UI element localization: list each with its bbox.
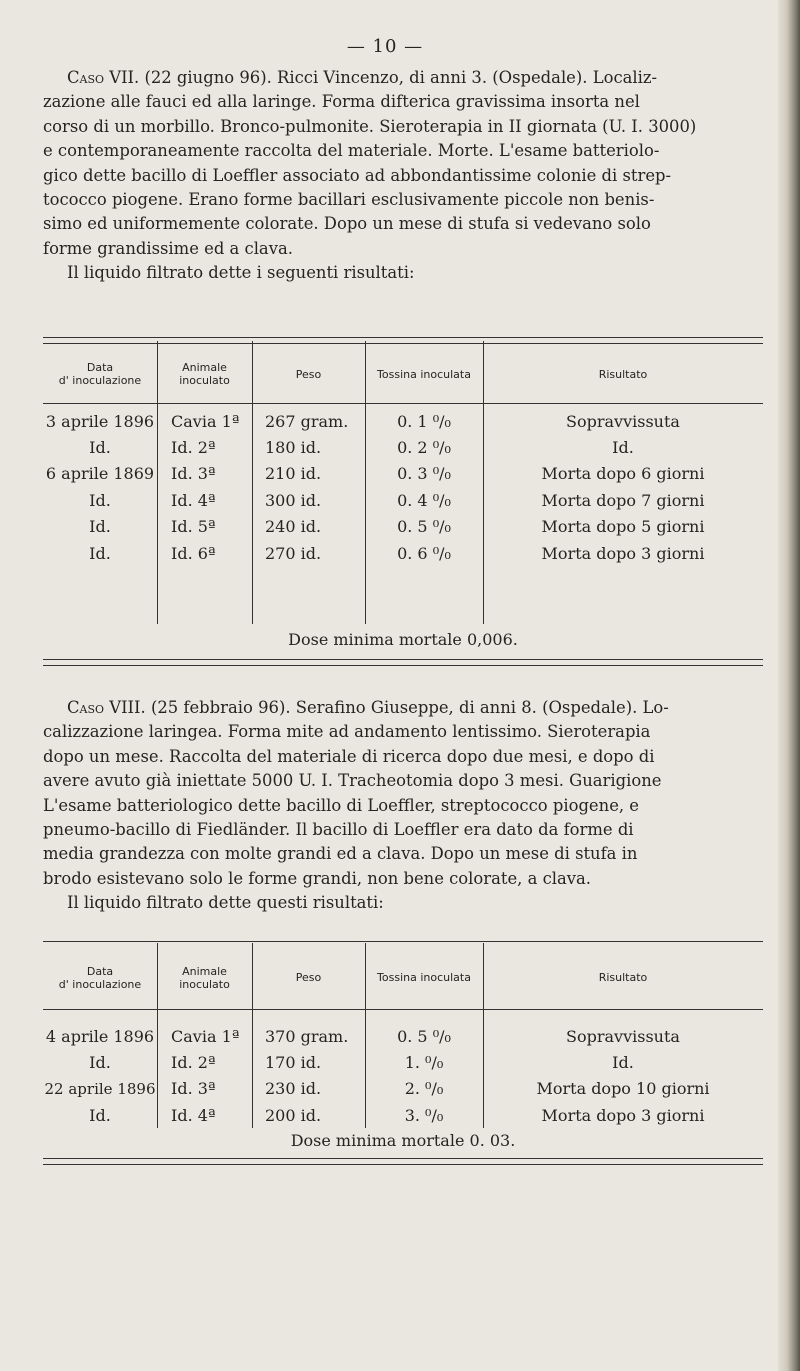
cell-toxin: 0. 5 ⁰/₀ — [397, 517, 451, 537]
cell-result: Id. — [612, 438, 634, 458]
table-row — [43, 1102, 763, 1128]
cell-result: Morta dopo 3 giorni — [541, 543, 705, 563]
table2-body — [43, 1023, 763, 1129]
table1-header-animal: Animale inoculato — [179, 361, 230, 387]
caso-viii-line: calizzazione laringea. Forma mite ad andamento lentissimo. Sieroterapia — [43, 722, 651, 742]
table-row — [43, 1049, 763, 1075]
cell-date: Id. — [89, 1105, 111, 1125]
table2-header — [43, 950, 763, 1005]
cell-weight: 270 id. — [265, 543, 322, 563]
caso-viii-intro: Il liquido filtrato dette questi risultati: — [67, 893, 384, 913]
table2-top-rule — [43, 941, 763, 942]
cell-animal: Id. 3ª — [171, 1079, 216, 1099]
cell-result: Morta dopo 3 giorni — [541, 1105, 705, 1125]
cell-date: Id. — [89, 543, 111, 563]
cell-date: Id. — [89, 1053, 111, 1073]
table1-header-result: Risultato — [598, 367, 648, 381]
cell-weight: 200 id. — [265, 1105, 322, 1125]
table2-header-result: Risultato — [598, 971, 648, 984]
caso-vii-line: Caso VII. (22 giugno 96). Ricci Vincenzo, di anni 3. (Ospedale). Localiz- — [67, 68, 658, 87]
cell-animal: Id. 2ª — [171, 1053, 216, 1073]
table2-dose-note: Dose minima mortale 0. 03. — [290, 1131, 516, 1150]
caso-viii-line: brodo esistevano solo le forme grandi, non bene colorate, a clava. — [43, 868, 592, 888]
table-row — [43, 540, 763, 566]
cell-animal: Id. 3ª — [171, 464, 216, 484]
cell-animal: Id. 5ª — [171, 517, 216, 537]
table1-bottom-rule — [43, 659, 763, 666]
table-row — [43, 487, 763, 513]
caso-vii-line: e contemporaneamente raccolta del materiale. Morte. L'esame batteriolo- — [43, 141, 660, 161]
cell-date: 4 aprile 1896 — [45, 1026, 155, 1046]
caso-vii-line: tococco piogene. Erano forme bacillari esclusivamente piccole non benis- — [43, 190, 655, 210]
table2-header-toxin: Tossina inoculata — [377, 971, 471, 984]
caso-viii-line: pneumo-bacillo di Fiedländer. Il bacillo di Loeffler era dato da forme di — [43, 820, 634, 840]
caso-viii-line: media grandezza con molte grandi ed a clava. Dopo un mese di stufa in — [43, 844, 638, 864]
cell-toxin: 1. ⁰/₀ — [404, 1053, 444, 1073]
table1-body — [43, 408, 763, 566]
cell-toxin: 0. 6 ⁰/₀ — [397, 543, 451, 563]
table1-header-rule — [43, 403, 763, 404]
caso-viii-line: dopo un mese. Raccolta del materiale di ricerca dopo due mesi, e dopo di — [43, 746, 655, 766]
cell-date: Id. — [89, 490, 111, 510]
cell-weight: 210 id. — [265, 464, 322, 484]
cell-date: 6 aprile 1869 — [45, 464, 155, 484]
cell-weight: 267 gram. — [265, 411, 349, 431]
caso-viii-heading: Caso VIII. — [67, 698, 146, 717]
cell-weight: 300 id. — [265, 490, 322, 510]
caso-viii-line: avere avuto già iniettate 5000 U. I. Tracheotomia dopo 3 mesi. Guarigione — [43, 771, 662, 791]
cell-animal: Id. 4ª — [171, 1105, 216, 1125]
cell-result: Morta dopo 6 giorni — [541, 464, 705, 484]
caso-vii-line: corso di un morbillo. Bronco-pulmonite. Sieroterapia in II giornata (U. I. 3000) — [43, 116, 697, 136]
table1-header-toxin: Tossina inoculata — [377, 367, 471, 381]
page-binding-edge — [778, 0, 800, 1371]
cell-animal: Cavia 1ª — [171, 1026, 240, 1046]
table-row — [43, 434, 763, 460]
cell-toxin: 0. 4 ⁰/₀ — [397, 490, 451, 510]
table-row — [43, 408, 763, 434]
table-row — [43, 1023, 763, 1049]
cell-date: Id. — [89, 438, 111, 458]
caso-vii-paragraph — [43, 66, 763, 286]
cell-toxin: 3. ⁰/₀ — [404, 1105, 444, 1125]
table-row — [43, 514, 763, 540]
caso-viii-line: Caso VIII. (25 febbraio 96). Serafino Giuseppe, di anni 8. (Ospedale). Lo- — [67, 698, 669, 717]
cell-result: Morta dopo 5 giorni — [541, 517, 705, 537]
cell-result: Sopravvissuta — [566, 411, 680, 431]
cell-toxin: 2. ⁰/₀ — [404, 1079, 444, 1099]
cell-result: Morta dopo 10 giorni — [536, 1079, 710, 1099]
table2-header-rule — [43, 1009, 763, 1010]
caso-vii-line: zazione alle fauci ed alla laringe. Forma difterica gravissima insorta nel — [43, 92, 640, 112]
page-number: — 10 — — [346, 36, 424, 57]
table1-header-date: Data d' inoculazione — [58, 361, 142, 387]
cell-date: 22 aprile 1896 — [44, 1079, 156, 1098]
cell-toxin: 0. 1 ⁰/₀ — [397, 411, 451, 431]
table-row — [43, 461, 763, 487]
cell-weight: 370 gram. — [265, 1026, 349, 1046]
table2-header-date: Data d' inoculazione — [58, 964, 142, 991]
table2-header-weight: Peso — [295, 971, 322, 984]
caso-vii-line: forme grandissime ed a clava. — [43, 238, 293, 258]
caso-viii-line: L'esame batteriologico dette bacillo di Loeffler, streptococco piogene, e — [43, 795, 640, 815]
cell-toxin: 0. 5 ⁰/₀ — [397, 1026, 451, 1046]
table2-bottom-rule — [43, 1158, 763, 1165]
cell-animal: Id. 4ª — [171, 490, 216, 510]
cell-animal: Id. 2ª — [171, 438, 216, 458]
table2-header-animal: Animale inoculato — [179, 964, 230, 991]
caso-vii-line: gico dette bacillo di Loeffler associato ad abbondantissime colonie di strep- — [43, 165, 672, 185]
table1-top-rule — [43, 337, 763, 344]
cell-toxin: 0. 3 ⁰/₀ — [397, 464, 451, 484]
caso-vii-heading: Caso VII. — [67, 68, 140, 87]
table-row — [43, 1076, 763, 1102]
table1-dose-note: Dose minima mortale 0,006. — [288, 630, 518, 649]
cell-animal: Id. 6ª — [171, 543, 216, 563]
cell-result: Id. — [612, 1053, 634, 1073]
cell-result: Sopravvissuta — [566, 1026, 680, 1046]
cell-weight: 170 id. — [265, 1053, 322, 1073]
cell-weight: 230 id. — [265, 1079, 322, 1099]
caso-vii-line: simo ed uniformemente colorate. Dopo un mese di stufa si vedevano solo — [43, 214, 651, 234]
cell-date: 3 aprile 1896 — [45, 411, 155, 431]
caso-viii-paragraph — [43, 696, 763, 916]
cell-result: Morta dopo 7 giorni — [541, 490, 705, 510]
table1-header — [43, 348, 763, 400]
caso-vii-intro: Il liquido filtrato dette i seguenti risultati: — [67, 263, 415, 283]
cell-animal: Cavia 1ª — [171, 411, 240, 431]
cell-weight: 240 id. — [265, 517, 322, 537]
table1-header-weight: Peso — [295, 367, 322, 381]
cell-date: Id. — [89, 517, 111, 537]
cell-weight: 180 id. — [265, 438, 322, 458]
cell-toxin: 0. 2 ⁰/₀ — [397, 438, 451, 458]
